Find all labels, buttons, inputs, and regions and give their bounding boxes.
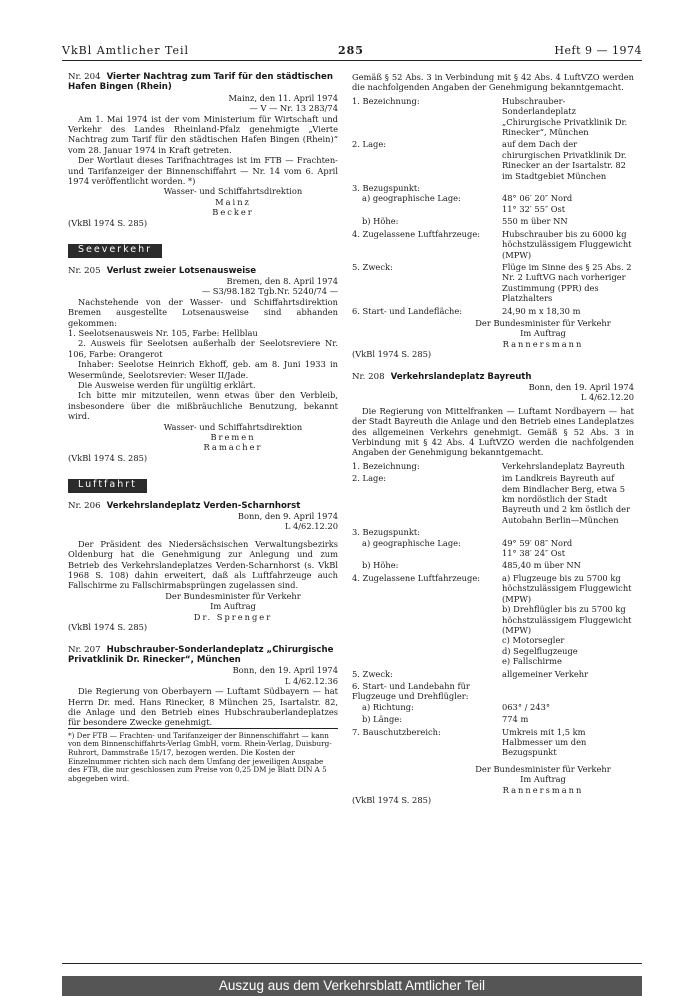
notice-206 (68, 501, 338, 633)
notice-paragraph: Gemäß § 52 Abs. 3 in Verbindung mit § 42 Abs. 4 LuftVZO werden die nachfolgenden Angaben der Genehmigung bekanntgemacht. (352, 72, 634, 93)
detail-label: 3. Bezugspunkt: (352, 183, 420, 194)
detail-row (352, 461, 634, 473)
detail-row (352, 573, 634, 669)
detail-value: auf dem Dach der chirurgischen Privatklinik Dr. Rinecker an der Isartalstr. 82 im Stadtgebiet München (502, 139, 627, 181)
notice-number: Nr. 206 (68, 500, 101, 511)
notice-number: Nr. 205 (68, 265, 101, 276)
detail-row (352, 96, 634, 140)
detail-row (352, 262, 634, 306)
detail-value: 774 m (502, 714, 529, 725)
notice-title: Vierter Nachtrag zum Tarif für den städtischen Hafen Bingen (Rhein) (68, 72, 333, 93)
details-table-207 (352, 96, 634, 318)
section-heading: Luftfahrt (68, 479, 147, 492)
notice-place-date: Bonn, den 19. April 1974 (528, 381, 634, 392)
page-number: 285 (338, 44, 364, 57)
running-header-right: Heft 9 — 1974 (554, 44, 642, 57)
citation: (VkBl 1974 S. 285) (68, 622, 148, 633)
detail-row (352, 229, 634, 262)
signature-name: Rannersmann (502, 784, 584, 795)
signature-line: Im Auftrag (520, 328, 566, 339)
detail-row (352, 560, 634, 572)
detail-row (352, 139, 634, 183)
detail-value: 49° 59′ 08″ Nord 11° 38′ 24″ Ost (502, 537, 573, 559)
detail-value (502, 681, 634, 702)
detail-label: 2. Lage: (352, 473, 387, 484)
detail-row (352, 183, 634, 193)
notice-title: Verkehrslandeplatz Verden-Scharnhorst (106, 500, 301, 511)
notice-place-date: Mainz, den 11. April 1974 (228, 92, 338, 103)
detail-label: 5. Zweck: (352, 261, 393, 272)
detail-label: b) Höhe: (362, 216, 399, 227)
detail-row (352, 473, 634, 527)
detail-label: 4. Zugelassene Luftfahrzeuge: (352, 228, 481, 239)
signature-authority: Der Bundesminister für Verkehr (475, 763, 611, 774)
notice-204 (68, 72, 338, 228)
detail-row (352, 714, 634, 726)
signature-name: Dr. Sprenger (193, 611, 273, 622)
detail-value: im Landkreis Bayreuth auf dem Bindlacher Berg, etwa 5 km nordöstlich der Stadt Bayreuth und 2 km östlich der Autobahn Berlin—München (502, 473, 631, 525)
notice-208 (352, 372, 634, 458)
detail-label: 1. Bezeichnung: (352, 460, 420, 471)
signature-line: Im Auftrag (210, 601, 256, 612)
left-column (68, 72, 338, 783)
notice-place-date: Bonn, den 9. April 1974 (237, 511, 338, 522)
list-item: 1. Seelotsenausweis Nr. 105, Farbe: Hellblau (68, 327, 258, 338)
notice-reference: — S3/98.182 Tgb.Nr. 5240/74 — (201, 286, 338, 297)
details-table-208 (352, 461, 634, 760)
detail-row (352, 306, 634, 318)
notice-paragraph: Der Präsident des Niedersächsischen Verwaltungsbezirks Oldenburg hat die Genehmigung zur Anlegung und zum Betrieb des Verkehrslandeplatzes Verden-Scharnhorst (s. VkBl 1968 S. 108) dahin erweitert, daß als Luftfahrzeuge auch Fallschirme zu Fallschirmabsprüngen zugelassen sind. (68, 538, 338, 591)
signature-name: Rannersmann (502, 338, 584, 349)
detail-value (502, 183, 634, 193)
detail-value: Verkehrslandeplatz Bayreuth (502, 460, 625, 471)
bottom-rule (62, 963, 642, 964)
detail-row (352, 527, 634, 537)
detail-value: 063° / 243° (502, 701, 551, 712)
signature-authority: Der Bundesminister für Verkehr (165, 590, 301, 601)
section-heading: Seeverkehr (68, 244, 162, 257)
signature-line: Im Auftrag (520, 774, 566, 785)
notice-reference: L 4/62.12.20 (580, 392, 634, 403)
notice-title: Verlust zweier Lotsenausweise (106, 265, 257, 276)
signature-name: Becker (212, 207, 254, 218)
right-column (352, 72, 634, 805)
detail-label: 4. Zugelassene Luftfahrzeuge: (352, 572, 481, 583)
notice-paragraph: Die Regierung von Oberbayern — Luftamt Südbayern — hat Herrn Dr. med. Hans Rinecker, 8 München 25, Isartalstr. 82, die Anlage und den Betrieb eines Hubschrauberlandeplatzes für besondere Zwecke genehmigt. (68, 686, 338, 728)
detail-value: allgemeiner Verkehr (502, 668, 589, 679)
signature-authority: Wasser- und Schiffahrtsdirektion (163, 186, 303, 197)
citation: (VkBl 1974 S. 285) (68, 452, 148, 463)
notice-paragraph: Ich bitte mir mitzuteilen, wenn etwas über den Verbleib, insbesondere über die mißbräuchliche Benutzung, bekannt wird. (68, 390, 338, 422)
detail-row (352, 727, 634, 760)
detail-value: Umkreis mit 1,5 km Halbmesser um den Bezugspunkt (502, 726, 587, 758)
footer-banner: Auszug aus dem Verkehrsblatt Amtlicher Teil (62, 976, 642, 996)
detail-label: 3. Bezugspunkt: (352, 527, 420, 538)
notice-number: Nr. 208 (352, 371, 385, 382)
detail-label: 2. Lage: (352, 139, 387, 150)
signature-authority: Wasser- und Schiffahrtsdirektion (163, 421, 303, 432)
notice-place-date: Bonn, den 19. April 1974 (232, 665, 338, 676)
notice-paragraph: Die Regierung von Mittelfranken — Luftamt Nordbayern — hat der Stadt Bayreuth die Anlage und den Betrieb eines Landeplatzes des allgemeinen Verkehrs genehmigt. Gemäß § 52 Abs. 3 in Verbindung mit § 42 Abs. 4 LuftVZO werden die nachfolgenden Angaben der Genehmigung bekanntgemacht. (352, 405, 634, 458)
notice-205 (68, 266, 338, 464)
detail-value: Hubschrauber-Sonderlandeplatz „Chirurgische Privatklinik Dr. Rinecker“, München (502, 95, 628, 138)
notice-title: Hubschrauber-Sonderlandeplatz „Chirurgische Privatklinik Dr. Rinecker“, München (68, 644, 334, 665)
running-header-left: VkBl Amtlicher Teil (62, 44, 190, 57)
notice-number: Nr. 204 (68, 72, 101, 82)
detail-value: a) Flugzeuge bis zu 5700 kg höchstzulässigem Fluggewicht (MPW) b) Drehflügler bis zu 5700 kg höchstzulässigem Fluggewicht (MPW) c) Motorsegler d) Segelflugzeuge e) Fallschirme (502, 572, 632, 667)
notice-paragraph: Nachstehende von der Wasser- und Schiffahrtsdirektion Bremen ausgestellte Lotsenausweise sind abhanden gekommen: (68, 296, 338, 328)
detail-label: 1. Bezeichnung: (352, 95, 420, 106)
signature-place: Bremen (210, 432, 256, 442)
detail-value: Flüge im Sinne des § 25 Abs. 2 Nr. 2 LuftVG nach vorheriger Zustimmung (PPR) des Platzhalters (502, 261, 632, 304)
citation: (VkBl 1974 S. 285) (352, 795, 432, 805)
detail-value: 485,40 m über NN (502, 560, 581, 571)
notice-number: Nr. 207 (68, 644, 101, 655)
detail-label: 6. Start- und Landefläche: (352, 305, 463, 316)
citation: (VkBl 1974 S. 285) (68, 217, 148, 228)
footnote: *) Der FTB — Frachten- und Tarifanzeiger der Binnenschiffahrt — kann von dem Binnenschiffahrts-Verlag GmbH, vorm. Rhein-Verlag, Duisburg-Ruhrort, Dammstraße 15/17, bezogen werden. Die Kosten der Einzelnummer richten sich nach dem Umfang der jeweiligen Ausgabe des FTB, die nur geschlossen zum Preise von 0,25 DM je Blatt DIN A 5 abgegeben wird. (68, 728, 338, 784)
notice-reference: — V — Nr. 13 283/74 (249, 103, 338, 114)
notice-title: Verkehrslandeplatz Bayreuth (390, 371, 532, 382)
notice-paragraph: Der Wortlaut dieses Tarifnachtrages ist im FTB — Frachten- und Tarifanzeiger der Binnenschiffahrt — Nr. 14 vom 6. April 1974 veröffentlicht worden. *) (68, 155, 338, 187)
detail-row (352, 216, 634, 228)
notice-207 (68, 645, 338, 728)
detail-row (352, 538, 634, 561)
notice-place-date: Bremen, den 8. April 1974 (226, 275, 338, 286)
detail-label: 6. Start- und Landebahn für Flugzeuge und Drehflügler: (352, 680, 470, 702)
signature-authority: Der Bundesminister für Verkehr (475, 317, 611, 328)
detail-value: 24,90 m x 18,30 m (502, 305, 581, 316)
detail-row (352, 193, 634, 216)
citation: (VkBl 1974 S. 285) (352, 349, 432, 360)
notice-paragraph: Am 1. Mai 1974 ist der vom Ministerium für Wirtschaft und Verkehr des Landes Rheinland-Pfalz genehmigte „Vierte Nachtrag zum Tarif für den städtischen Hafen Bingen (Rhein)“ vom 28. Januar 1974 in Kraft getreten. (68, 113, 338, 155)
detail-label: 5. Zweck: (352, 668, 393, 679)
notice-reference: L 4/62.12.36 (284, 675, 338, 686)
header-rule (62, 60, 642, 61)
detail-value: 48° 06′ 20″ Nord 11° 32′ 55″ Ost (502, 193, 573, 214)
notice-paragraph: Inhaber: Seelotse Heinrich Ekhoff, geb. am 8. Juni 1933 in Wesermünde, Seelotsrevier: Weser II/Jade. (68, 359, 338, 380)
signature-name: Ramacher (203, 442, 263, 453)
detail-label: a) Richtung: (362, 701, 414, 712)
detail-value: Hubschrauber bis zu 6000 kg höchstzulässigem Fluggewicht (MPW) (502, 228, 632, 260)
notice-reference: L 4/62.12.20 (284, 521, 338, 532)
detail-value (502, 527, 634, 537)
detail-label: a) geographische Lage: (362, 193, 461, 204)
list-item: 2. Ausweis für Seelotsen außerhalb der Seelotsreviere Nr. 106, Farbe: Orangerot (68, 338, 338, 359)
detail-label: b) Länge: (362, 714, 403, 725)
detail-row (352, 669, 634, 681)
detail-row (352, 681, 634, 702)
detail-label: 7. Bauschutzbereich: (352, 726, 441, 737)
detail-value: 550 m über NN (502, 216, 568, 227)
signature-place: Mainz (215, 196, 251, 207)
notice-paragraph: Die Ausweise werden für ungültig erklärt. (78, 379, 256, 390)
detail-row (352, 702, 634, 714)
detail-label: a) geographische Lage: (362, 537, 461, 548)
detail-label: b) Höhe: (362, 560, 399, 571)
